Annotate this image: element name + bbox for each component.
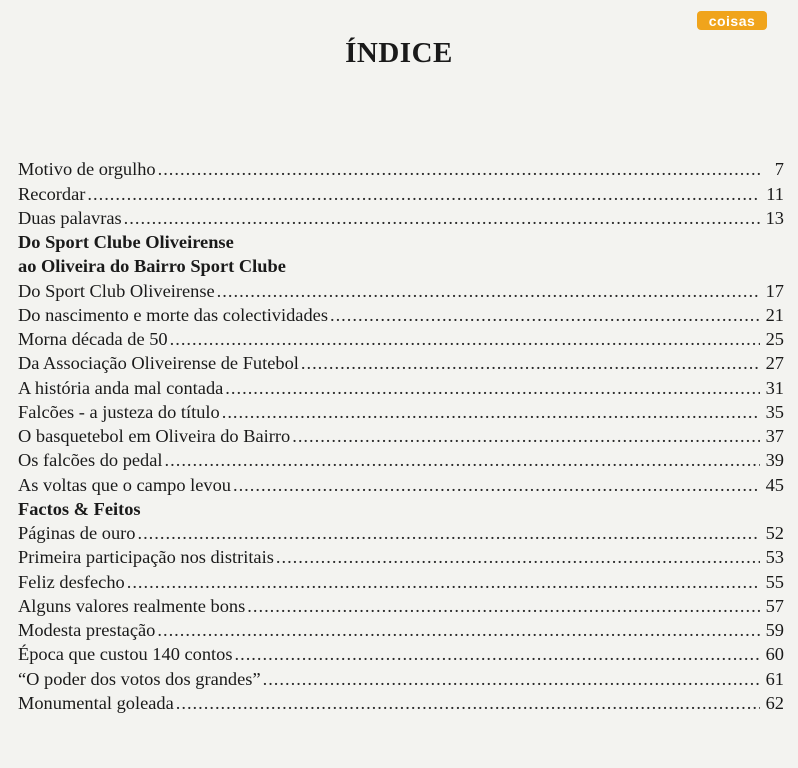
toc-entry-title: Modesta prestação [18,620,156,640]
toc-entry-page-number: 37 [765,426,784,446]
toc-entry[interactable] [18,448,784,472]
toc-entry-title: Morna década de 50 [18,329,168,349]
toc-entry-title: A história anda mal contada [18,377,224,398]
dot-leader [137,521,760,545]
toc-entry[interactable] [18,351,784,375]
dot-leader [158,157,760,181]
toc-entry-page-number: 35 [765,401,784,422]
toc-entry-page-number: 55 [765,571,784,592]
toc-entry[interactable] [18,424,784,448]
toc-entry-page-number: 7 [774,159,784,180]
toc-entry-title: As voltas que o campo levou [18,474,231,495]
toc-entry-title: Primeira participação nos distritais [18,547,274,568]
toc-entry[interactable] [18,691,784,715]
dot-leader [217,279,760,303]
toc-entry[interactable] [18,642,784,666]
toc-entry-page-number: 62 [765,692,784,713]
toc-section-heading: ao Oliveira do Bairro Sport Clube [18,256,286,276]
toc-entry-title: Do nascimento e morte das colectividades [18,304,328,325]
toc-entry-page-number: 13 [765,207,784,228]
dot-leader [165,448,760,472]
toc-entry-page-number: 57 [765,595,784,616]
table-of-contents [18,157,784,715]
toc-entry[interactable] [18,375,784,399]
dot-leader [235,642,760,666]
brand-logo-text: coisas [708,12,756,29]
toc-entry[interactable] [18,303,784,327]
dot-leader [225,376,760,400]
toc-entry[interactable] [18,569,784,593]
toc-entry[interactable] [18,618,784,642]
dot-leader [247,594,760,618]
toc-entry[interactable] [18,157,784,181]
toc-entry-title: “O poder dos votos dos grandes” [18,668,261,689]
dot-leader [157,618,760,642]
toc-entry[interactable] [18,327,784,351]
toc-entry-page-number: 61 [765,668,784,689]
toc-entry-page-number: 25 [765,329,784,349]
toc-entry-page-number: 53 [765,547,784,568]
toc-entry-title: Monumental goleada [18,692,174,713]
toc-entry-title: Falcões - a justeza do título [18,401,220,422]
toc-entry[interactable] [18,521,784,545]
toc-entry-page-number: 31 [765,377,784,398]
toc-entry-title: Recordar [18,183,86,204]
toc-entry-title: Páginas de ouro [18,523,136,543]
dot-leader [301,351,760,375]
toc-entry-page-number: 45 [765,474,784,495]
dot-leader [176,691,760,715]
toc-entry-title: Do Sport Club Oliveirense [18,280,215,301]
brand-logo [697,11,767,30]
toc-entry-title: O basquetebol em Oliveira do Bairro [18,426,291,446]
toc-entry-page-number: 52 [765,523,784,543]
dot-leader [276,545,760,569]
dot-leader [170,327,760,351]
toc-entry-title: Da Associação Oliveirense de Futebol [18,353,299,374]
toc-entry-page-number: 59 [765,620,784,640]
toc-entry-page-number: 11 [766,183,784,204]
toc-entry-page-number: 60 [765,644,784,665]
toc-entry[interactable] [18,666,784,690]
dot-leader [127,570,760,594]
toc-entry[interactable] [18,400,784,424]
dot-leader [87,182,760,206]
dot-leader [222,400,760,424]
toc-entry-page-number: 39 [765,450,784,471]
toc-entry[interactable] [18,472,784,496]
dot-leader [233,473,760,497]
page-title: ÍNDICE [345,37,453,69]
dot-leader [124,206,760,230]
toc-entry[interactable] [18,545,784,569]
toc-section-heading: Do Sport Clube Oliveirense [18,231,234,252]
dot-leader [292,424,760,448]
toc-entry[interactable] [18,181,784,205]
toc-entry-title: Época que custou 140 contos [18,644,233,665]
toc-entry-title: Duas palavras [18,207,122,228]
toc-entry-title: Motivo de orgulho [18,159,156,180]
toc-section-heading: Factos & Feitos [18,498,141,519]
toc-entry-title: Alguns valores realmente bons [18,595,246,616]
toc-entry-page-number: 27 [765,353,784,374]
toc-entry-title: Feliz desfecho [18,571,125,592]
toc-entry[interactable] [18,206,784,230]
toc-entry[interactable] [18,278,784,302]
dot-leader [330,303,760,327]
toc-entry[interactable] [18,594,784,618]
toc-entry-page-number: 21 [765,304,784,325]
toc-entry-title: Os falcões do pedal [18,450,163,471]
dot-leader [263,667,760,691]
toc-entry-page-number: 17 [765,280,784,301]
